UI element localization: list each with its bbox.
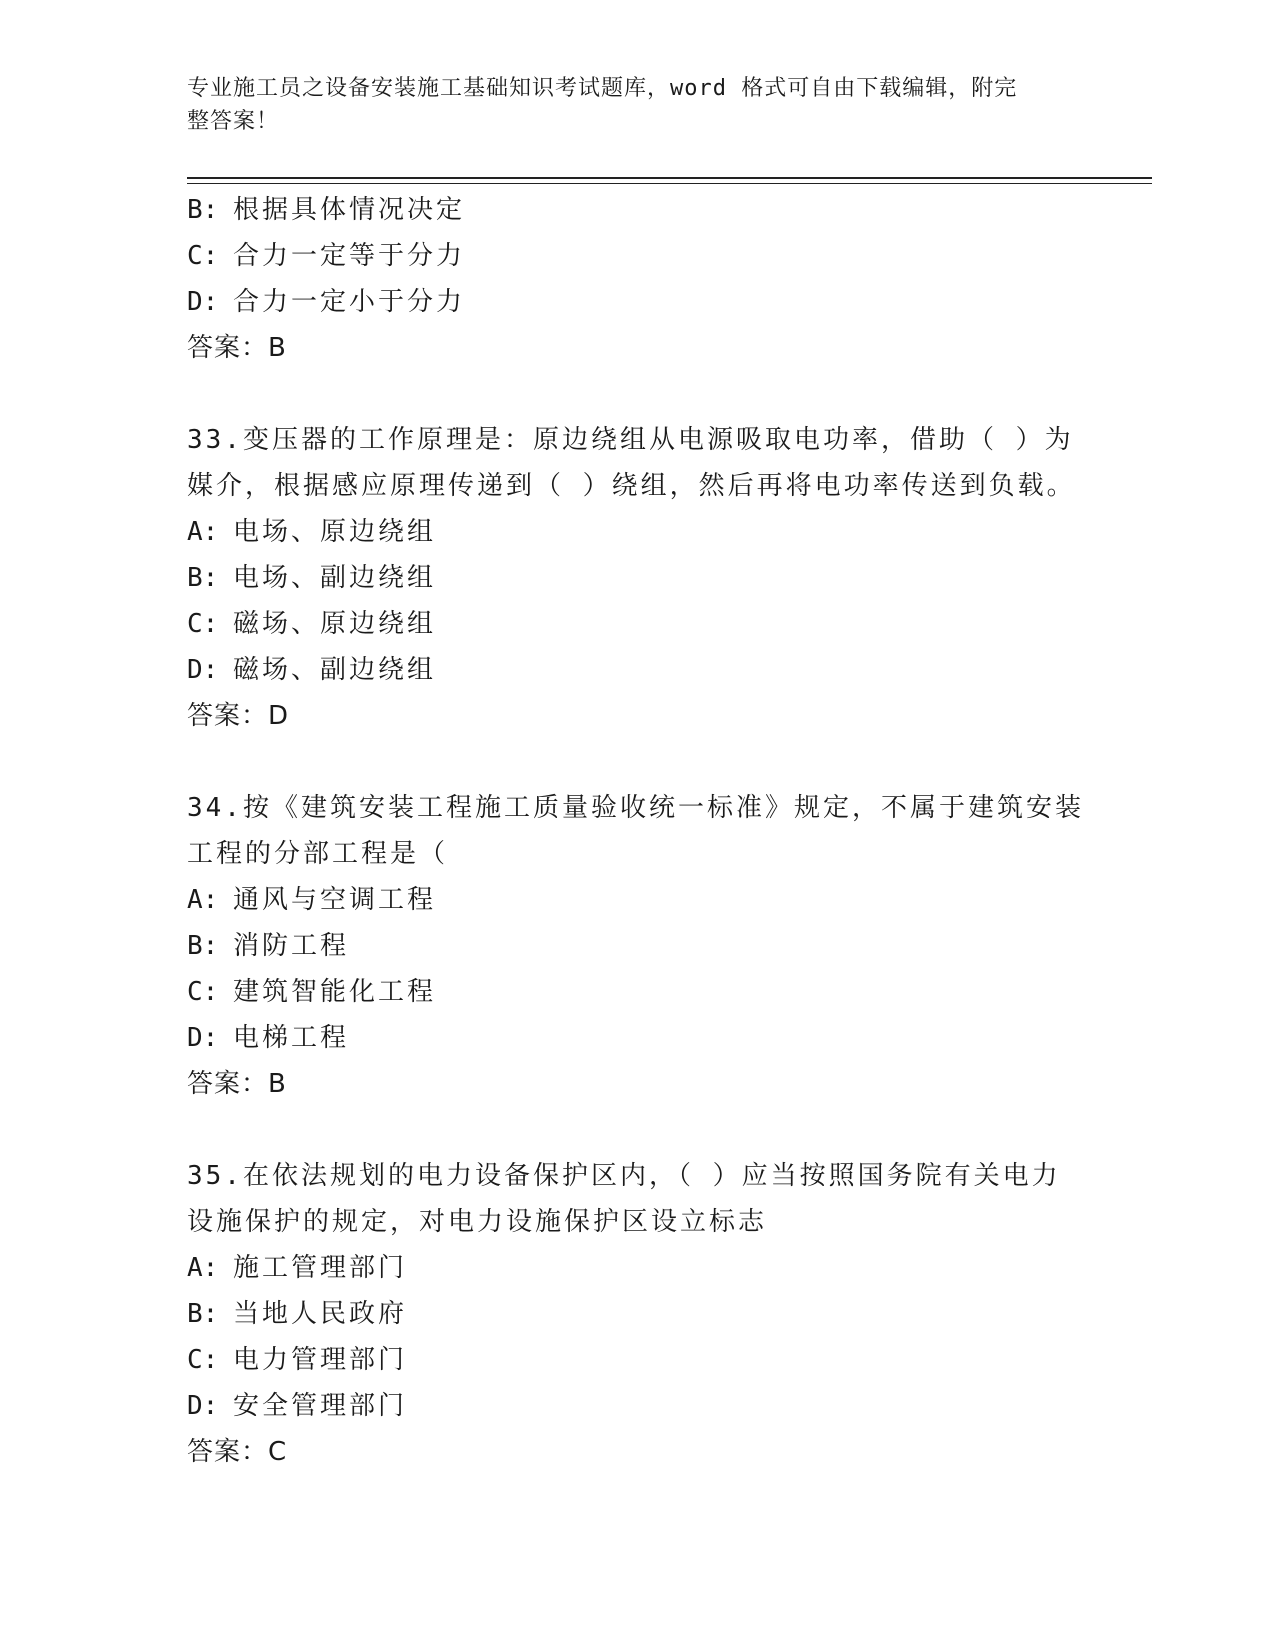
header-divider-thick [187, 177, 1152, 179]
option-text: 当地人民政府 [233, 1299, 408, 1329]
spacer [187, 371, 1087, 417]
option-text: 施工管理部门 [233, 1253, 408, 1283]
option-letter: B: [187, 931, 219, 961]
option-text: 电场、副边绕组 [233, 563, 437, 593]
option-text: 通风与空调工程 [233, 885, 437, 915]
option-d [187, 1383, 1087, 1429]
option-a [187, 509, 1087, 555]
option-c [187, 969, 1087, 1015]
option-c [187, 233, 1087, 279]
option-text: 安全管理部门 [233, 1391, 408, 1421]
option-letter: C: [187, 977, 219, 1007]
option-letter: B: [187, 195, 219, 225]
option-letter: D: [187, 1391, 219, 1421]
option-letter: A: [187, 1253, 219, 1283]
option-b [187, 187, 1087, 233]
option-b [187, 923, 1087, 969]
question-stem-line-2: 媒介，根据感应原理传递到（ ）绕组，然后再将电功率传送到负载。 [187, 471, 1076, 501]
option-letter: D: [187, 655, 219, 685]
question-stem-line-1: 34.按《建筑安装工程施工质量验收统一标准》规定，不属于建筑安装 [187, 793, 1084, 823]
option-letter: D: [187, 1023, 219, 1053]
answer-line: 答案：D [187, 701, 290, 731]
option-c [187, 601, 1087, 647]
option-text: 建筑智能化工程 [233, 977, 437, 1007]
option-letter: C: [187, 609, 219, 639]
question-32-tail [187, 187, 1087, 371]
spacer [187, 739, 1087, 785]
option-text: 磁场、原边绕组 [233, 609, 437, 639]
option-d [187, 1015, 1087, 1061]
answer-line: 答案：C [187, 1437, 288, 1467]
option-text: 根据具体情况决定 [233, 195, 466, 225]
header-divider-thin [187, 183, 1152, 184]
option-letter: B: [187, 1299, 219, 1329]
spacer [187, 1107, 1087, 1153]
option-a [187, 1245, 1087, 1291]
document-header [187, 72, 1067, 138]
question-33 [187, 417, 1087, 739]
option-text: 磁场、副边绕组 [233, 655, 437, 685]
question-stem-line-1: 33.变压器的工作原理是：原边绕组从电源吸取电功率，借助（ ）为 [187, 425, 1074, 455]
question-stem-line-1: 35.在依法规划的电力设备保护区内，（ ）应当按照国务院有关电力 [187, 1161, 1061, 1191]
option-text: 电场、原边绕组 [233, 517, 437, 547]
header-title-line-1: 专业施工员之设备安装施工基础知识考试题库，word 格式可自由下载编辑，附完 [187, 76, 1018, 101]
option-text: 消防工程 [233, 931, 350, 961]
answer-line: 答案：B [187, 1069, 287, 1099]
option-letter: D: [187, 287, 219, 317]
option-letter: A: [187, 885, 219, 915]
option-letter: A: [187, 517, 219, 547]
option-letter: C: [187, 1345, 219, 1375]
option-text: 合力一定等于分力 [233, 241, 466, 271]
option-d [187, 279, 1087, 325]
option-d [187, 647, 1087, 693]
header-title-line-2: 整答案！ [187, 109, 280, 134]
option-b [187, 555, 1087, 601]
option-b [187, 1291, 1087, 1337]
question-stem-line-2: 设施保护的规定，对电力设施保护区设立标志 [187, 1207, 768, 1237]
question-stem-line-2: 工程的分部工程是（ [187, 839, 449, 869]
option-a [187, 877, 1087, 923]
question-35 [187, 1153, 1087, 1475]
option-text: 电力管理部门 [233, 1345, 408, 1375]
option-letter: C: [187, 241, 219, 271]
option-c [187, 1337, 1087, 1383]
answer-line: 答案：B [187, 333, 287, 363]
question-list [187, 187, 1087, 1475]
option-letter: B: [187, 563, 219, 593]
question-34 [187, 785, 1087, 1107]
option-text: 电梯工程 [233, 1023, 350, 1053]
option-text: 合力一定小于分力 [233, 287, 466, 317]
